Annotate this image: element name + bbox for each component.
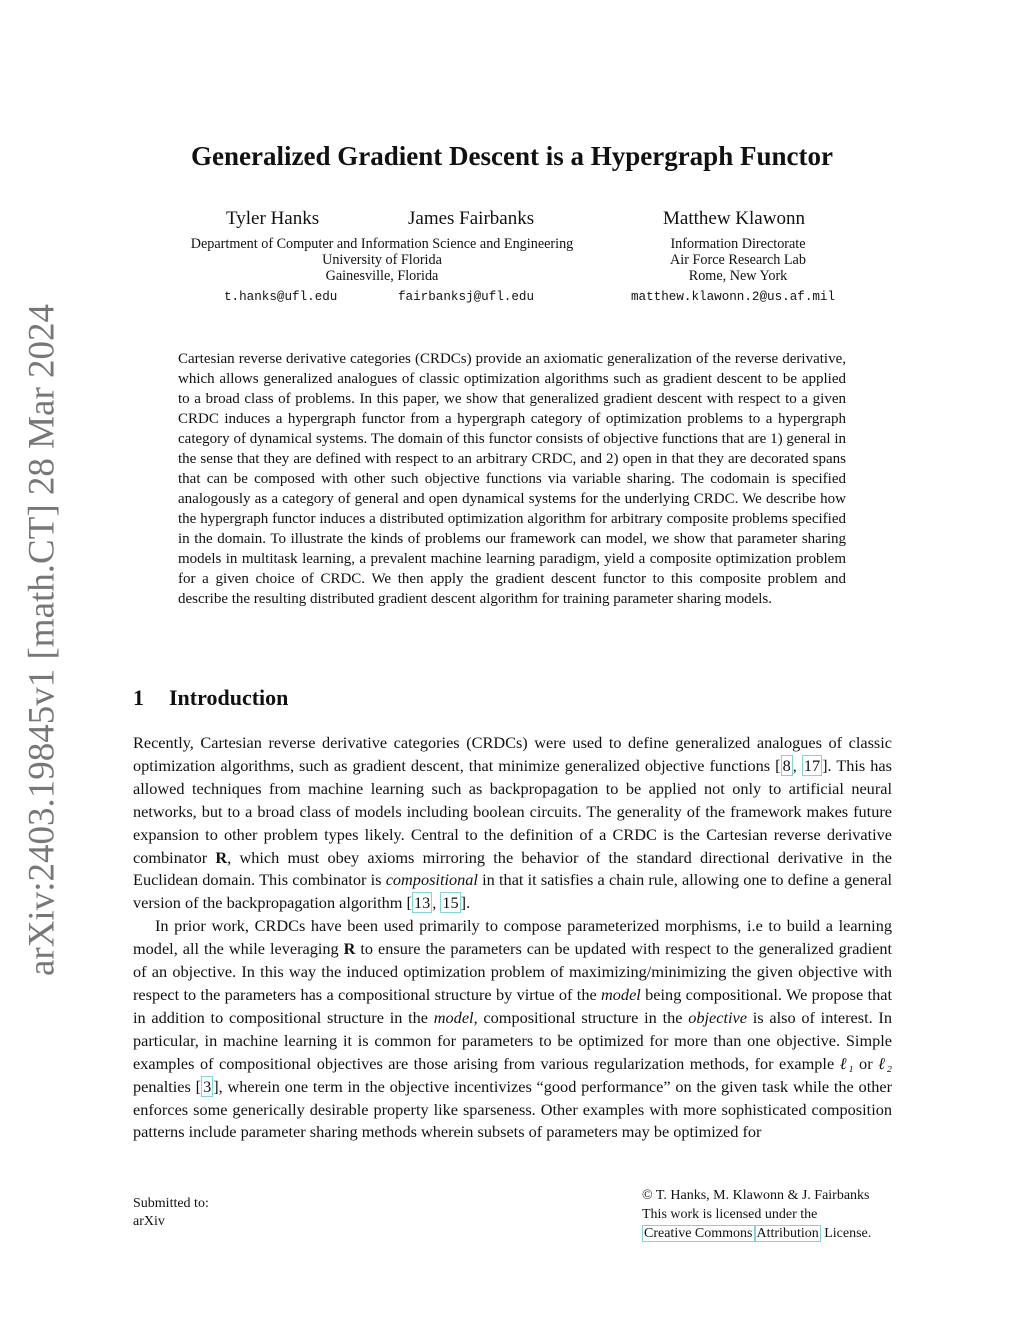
affiliation-ufl <box>172 236 592 284</box>
body-text <box>133 732 892 1144</box>
text-run: , which must obey axioms mirroring the behavior of the standard directional derivative in the Euclidean domain. This combinator is <box>133 847 893 890</box>
author-email-3[interactable]: matthew.klawonn.2@us.af.mil <box>631 290 836 304</box>
math-l2: ℓ₂ <box>878 1053 892 1073</box>
author-name-2: James Fairbanks <box>408 208 535 229</box>
attribution-link[interactable]: Attribution <box>756 1226 819 1241</box>
text-run: , <box>792 755 802 775</box>
author-name-1: Tyler Hanks <box>226 208 320 229</box>
license-word: License. <box>820 1226 872 1241</box>
affiliation-line: University of Florida <box>322 252 442 268</box>
affiliation-line: Gainesville, Florida <box>325 268 439 284</box>
affiliation-line: Rome, New York <box>688 268 788 284</box>
text-run: , <box>432 893 441 913</box>
bold-combinator: R <box>215 847 228 867</box>
submission-note <box>133 1195 209 1231</box>
arxiv-identifier: arXiv:2403.19845v1 [math.CT] 28 Mar 2024 <box>21 303 63 977</box>
text-run: or <box>853 1053 879 1073</box>
emphasis: objective <box>688 1007 747 1027</box>
paper-title: Generalized Gradient Descent is a Hypergraph Functor <box>191 141 833 171</box>
emphasis: compositional <box>385 870 478 890</box>
affiliation-line: Information Directorate <box>670 236 806 252</box>
license-line: This work is licensed under the <box>642 1207 818 1222</box>
affiliation-line: Department of Computer and Information Science and Engineering <box>190 236 574 252</box>
text-run: ], wherein one term in the objective incentivizes “good performance” on the given task while the other enforces some generically desirable property like sparseness. Other examples with more sophisticated composition patterns include parameter sharing methods wherein subsets of parameters may be optimized for <box>133 1076 892 1142</box>
text-run: Recently, Cartesian reverse derivative categories (CRDCs) were used to define generalized analogues of classic optimization algorithms, such as gradient descent, that minimize generalized objective functions [ <box>133 733 892 775</box>
citation-link[interactable]: 8 <box>782 755 791 775</box>
citation-link[interactable]: 13 <box>413 893 431 913</box>
text-run: ]. <box>460 893 471 913</box>
author-email-2[interactable]: fairbanksj@ufl.edu <box>398 290 535 304</box>
text-run: In prior work, CRDCs have been used primarily to compose parameterized morphisms, i.e to build a learning model, all the while leveraging <box>133 916 892 959</box>
text-run: to ensure the parameters can be updated with respect to the generalized gradient of an objective. In this way the induced optimization problem of maximizing/minimizing the given objective with respect to the parameters has a compositional structure by virtue of the <box>133 939 892 1004</box>
citation-link[interactable]: 17 <box>803 755 821 775</box>
emphasis: model <box>601 984 641 1004</box>
license-links <box>642 1224 871 1243</box>
abstract: Cartesian reverse derivative categories (CRDCs) provide an axiomatic generalization of the reverse derivative, which allows generalized analogues of classic optimization algorithms such as gradient descent to be applied to a broad class of problems. In this paper, we show that generalized gradient descent with respect to a given CRDC induces a hypergraph functor from a hypergraph category of optimization problems to a hypergraph category of dynamical systems. The domain of this functor consists of objective functions that are 1) general in the sense that they are defined with respect to an arbitrary CRDC, and 2) open in that they are decorated spans that can be composed with other such objective functions via variable sharing. The codomain is specified analogously as a category of general and open dynamical systems for the underlying CRDC. We describe how the hypergraph functor induces a distributed optimization algorithm for arbitrary composite problems specified in the domain. To illustrate the kinds of problems our framework can model, we show that parameter sharing models in multitask learning, a prevalent machine learning paradigm, yield a composite optimization problem for a given choice of CRDC. We then apply the gradient descent functor to this composite problem and describe the resulting distributed gradient descent algorithm for training parameter sharing models. <box>178 351 846 607</box>
paragraph-2 <box>133 915 892 1144</box>
emphasis: model <box>433 1007 474 1027</box>
section-number: 1 <box>133 685 144 710</box>
creative-commons-link[interactable]: Creative Commons <box>644 1226 753 1241</box>
author-email-1[interactable]: t.hanks@ufl.edu <box>224 290 338 304</box>
citation-link[interactable]: 15 <box>442 893 459 913</box>
citation-link[interactable]: 3 <box>203 1076 212 1096</box>
bold-combinator: R <box>343 939 356 959</box>
text-run: penalties [ <box>133 1076 202 1096</box>
text-run: ]. This has allowed techniques from machine learning such as backpropagation to be applied not only to artificial neural networks, but to a broad class of models including boolean circuits. The generality of the framework makes future expansion to other problem types likely. Central to the definition of a CRDC is the Cartesian reverse derivative combinator <box>133 755 892 867</box>
text-run: in that it satisfies a chain rule, allowing one to define a general version of the backpropagation algorithm [ <box>133 870 892 913</box>
submitted-venue: arXiv <box>133 1214 165 1229</box>
license-note <box>642 1186 871 1243</box>
section-heading <box>133 685 288 711</box>
text-run: is also of interest. In particular, in machine learning it is common for parameters to be optimized for more than one objective. Simple examples of compositional objectives are those arising from various regularization methods, for example <box>133 1007 892 1073</box>
math-l1: ℓ₁ <box>839 1053 854 1073</box>
affiliation-afrl <box>618 236 858 284</box>
affiliation-line: Air Force Research Lab <box>670 252 806 268</box>
section-title: Introduction <box>169 685 289 710</box>
paragraph-1 <box>133 732 892 915</box>
text-run: , compositional structure in the <box>473 1007 689 1027</box>
author-name-3: Matthew Klawonn <box>663 208 805 229</box>
text-run: being compositional. We propose that in addition to compositional structure in the <box>133 984 892 1027</box>
copyright-line: © T. Hanks, M. Klawonn & J. Fairbanks <box>642 1188 870 1203</box>
submitted-label: Submitted to: <box>133 1196 209 1211</box>
